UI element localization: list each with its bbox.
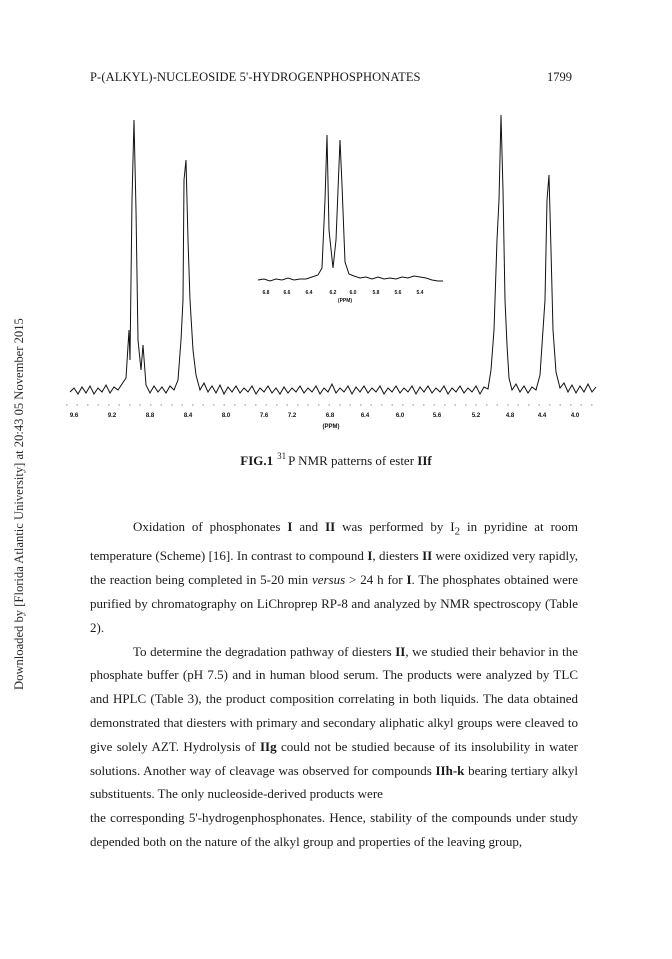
figure-label: FIG.1: [240, 453, 274, 468]
text-run: in pyridine at room temperature (Scheme) [16]. In contrast to compound: [90, 519, 579, 564]
text-run: Oxidation of phosphonates: [133, 519, 288, 534]
compound-ref: II: [325, 519, 336, 534]
paragraph-oxidation: [90, 515, 578, 640]
main-tick-label: 5.6: [432, 413, 442, 419]
nmr-spectrum-figure: [0, 0, 672, 440]
text-run: , we studied their behavior in the phosphate buffer (pH 7.5) and in human blood serum. The products were analyzed by TLC and HPLC (Table 3), the product composition correlating in both liquids. The data obtained demonstrated that diesters with primary and secondary aliphatic alkyl groups were cleaved to give solely AZT. Hydrolysis of: [90, 643, 578, 754]
download-watermark: Downloaded by [Florida Atlantic University] at 20:43 05 November 2015: [12, 318, 26, 690]
inset-spectrum: [258, 135, 443, 281]
compound-ref: II: [395, 643, 406, 659]
inset-tick-label: 6.6: [283, 290, 291, 296]
text-run: To determine the degradation pathway of diesters: [133, 643, 396, 659]
inset-tick-label: 6.2: [329, 290, 337, 296]
main-tick-label: 8.0: [221, 413, 231, 419]
inset-tick-label: 5.6: [394, 290, 402, 296]
paragraph-degradation: [90, 640, 578, 807]
inset-tick-label: 6.0: [349, 290, 357, 296]
text-run: were oxidized very rapidly, the reaction being completed in 5-20 min: [90, 548, 578, 588]
main-tick-label: 9.6: [69, 413, 79, 419]
text-run: was performed by I: [335, 519, 455, 534]
main-tick-label: 8.8: [145, 413, 155, 419]
text-run: could not be studied because of its insolubility in water solutions. Another way of cleavage was observed for compounds: [90, 738, 578, 778]
main-tick-label: 7.2: [287, 413, 297, 419]
text-run: , diesters: [372, 548, 423, 564]
compound-ref: I: [406, 572, 412, 588]
main-tick-label: 4.8: [505, 413, 515, 419]
text-run: . The phosphates obtained were purified by chromatography on LiChroprep RP-8 and analyzed by NMR spectroscopy (Table 2).: [90, 572, 578, 635]
text-run: bearing tertiary alkyl substituents. The only nucleoside-derived products were: [90, 762, 579, 802]
main-tick-label: 4.0: [570, 413, 580, 419]
main-tick-label: 5.2: [471, 413, 481, 419]
inset-tick-label: 5.8: [372, 290, 380, 296]
italic-term: versus: [311, 572, 346, 588]
inset-axis-ticks: [263, 290, 424, 304]
inset-tick-label: 5.4: [416, 290, 424, 296]
compound-ref: IIg: [259, 738, 277, 754]
isotope-superscript: 31: [277, 451, 287, 461]
caption-text: P NMR patterns of ester: [288, 453, 415, 468]
compound-ref: IIh-k: [435, 762, 465, 778]
figure-caption: [0, 451, 672, 469]
main-tick-label: 8.4: [183, 413, 193, 419]
compound-ref: II: [422, 548, 433, 564]
inset-tick-label: 6.8: [262, 290, 270, 296]
main-spectrum-trace: [70, 115, 596, 394]
main-tick-label: 6.0: [395, 413, 405, 419]
main-tick-label: 6.4: [360, 413, 370, 419]
main-tick-label: 4.4: [537, 413, 547, 419]
text-run: and: [292, 519, 326, 534]
main-tick-label: 6.8: [325, 413, 335, 419]
inset-spectrum-trace: [258, 135, 443, 281]
main-tick-label: 7.6: [259, 413, 269, 419]
paragraph-stability: the corresponding 5'-hydrogenphosphonates. Hence, stability of the compounds under study depended both on the nature of the alkyl group and properties of the leaving group,: [90, 810, 578, 849]
body-text: [90, 515, 578, 854]
main-tick-label: 9.2: [107, 413, 117, 419]
inset-axis-unit: (PPM): [337, 298, 353, 304]
inset-tick-label: 6.4: [305, 290, 313, 296]
main-axis-unit: (PPM): [322, 424, 340, 430]
main-axis-ticks: [70, 413, 580, 430]
compound-ref: I: [367, 548, 373, 564]
main-spectrum: [66, 115, 600, 405]
compound-ref: I: [287, 519, 293, 534]
caption-compound: IIf: [417, 453, 432, 468]
running-head: P-(ALKYL)-NUCLEOSIDE 5'-HYDROGENPHOSPHONATES: [90, 70, 421, 84]
text-run: > 24 h for: [345, 572, 407, 588]
page-number: 1799: [547, 70, 572, 84]
subscript: 2: [454, 525, 461, 538]
